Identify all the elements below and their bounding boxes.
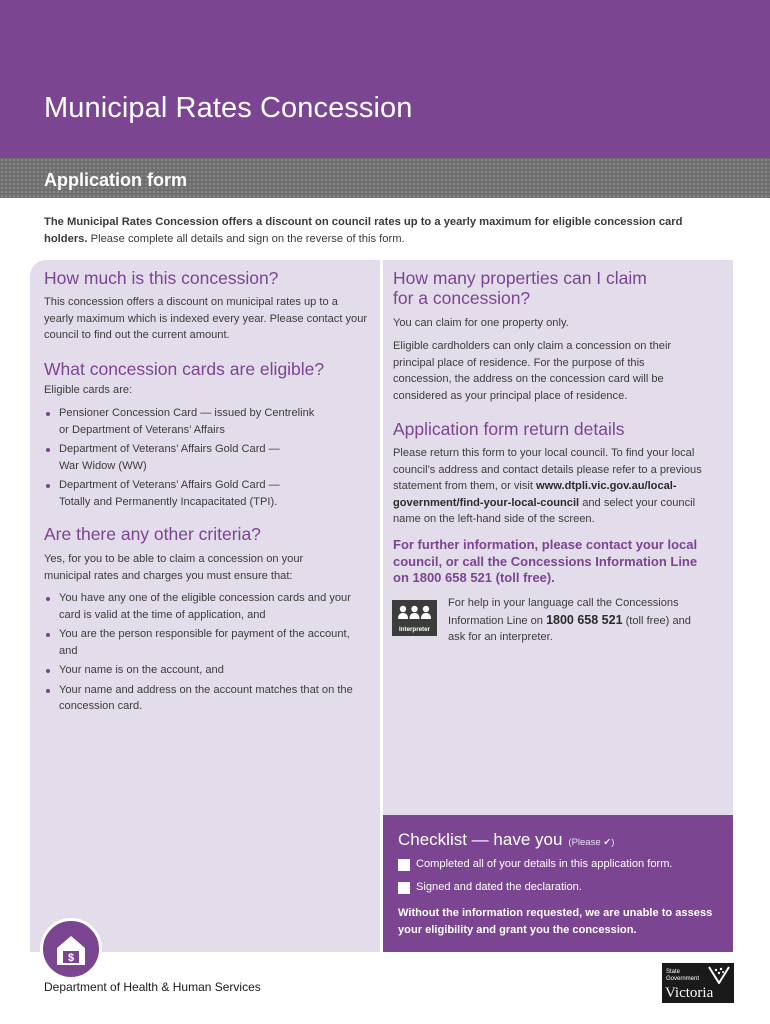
list-item: Your name is on the account, and [44, 662, 354, 679]
intro-bold: The Municipal Rates Concession offers a discount on council rates up to a yearly maximum for eligible concession card holders. [44, 216, 683, 245]
victoria-government-logo [662, 963, 734, 1003]
heading-properties: How many properties can I claim for a concession? [393, 268, 647, 308]
heading-how-much: How much is this concession? [44, 268, 279, 288]
heading-return-details: Application form return details [393, 419, 625, 439]
heading-eligible-cards: What concession cards are eligible? [44, 359, 325, 379]
criteria-lead: Yes, for you to be able to claim a concession on your municipal rates and charges you must ensure that: [44, 553, 304, 582]
document-title: Municipal Rates Concession [44, 92, 413, 124]
list-item: Your name and address on the account matches that on the concession card. [44, 682, 354, 715]
list-item: Department of Veterans’ Affairs Gold Card — Totally and Permanently Incapacitated (TPI). [44, 477, 370, 510]
department-name: Department of Health & Human Services [44, 980, 261, 994]
how-much-body: This concession offers a discount on municipal rates up to a yearly maximum which is indexed every year. Please contact your council to find out the current amount. [44, 296, 368, 341]
list-item: Pensioner Concession Card — issued by Centrelink or Department of Veterans’ Affairs [44, 405, 370, 438]
intro-rest: Please complete all details and sign on the reverse of this form. [87, 233, 405, 245]
interpreter-icon [392, 600, 437, 636]
eligible-cards-lead: Eligible cards are: [44, 384, 133, 396]
properties-p2: Eligible cardholders can only claim a concession on their principal place of residence. For the purpose of this concession, the address on the concession card will be considered as your principal place of residence. [393, 340, 672, 402]
intro-paragraph [44, 214, 704, 248]
department-logo [40, 918, 102, 980]
interpreter-text: For help in your language call the Concessions Information Line on 1800 658 521 (toll free) and ask for an interpreter. [448, 597, 691, 643]
properties-p1: You can claim for one property only. [393, 317, 569, 329]
southern-cross-icon [708, 966, 730, 984]
contact-info: For further information, please contact your local council, or call the Concessions Information Line on 1800 658 521 (toll free). [393, 537, 698, 585]
eligible-cards-list [44, 405, 370, 510]
header-band [0, 0, 770, 158]
interpreter-phone: 1800 658 521 [546, 612, 623, 627]
vic-logo-name: Victoria [665, 985, 714, 1001]
checklist-please-note: (Please ✔) [568, 837, 615, 848]
document-subtitle: Application form [44, 170, 187, 190]
checklist-checkbox-declaration[interactable] [398, 882, 410, 894]
find-council-link[interactable]: www.dtpli.vic.gov.au/local-government/find-your-local-council [393, 480, 677, 509]
people-icon [397, 604, 432, 620]
checklist-checkbox-details[interactable] [398, 859, 410, 871]
list-item: Department of Veterans’ Affairs Gold Card — War Widow (WW) [44, 441, 370, 474]
interpreter-label: Interpreter [399, 626, 430, 633]
vic-logo-state: State Government [666, 969, 700, 982]
house-dollar-icon [43, 921, 99, 977]
heading-other-criteria: Are there any other criteria? [44, 524, 261, 544]
checklist-item-declaration: Signed and dated the declaration. [416, 881, 582, 893]
criteria-list [44, 590, 354, 715]
list-item: You are the person responsible for payment of the account, and [44, 626, 354, 659]
checklist-title: Checklist — have you (Please ✔) [398, 830, 615, 849]
logo-symbol: $ [67, 952, 75, 964]
return-details-body: Please return this form to your local council. To find your local council’s address and contact details please refer to a previous statement from them, or visit www.dtpli.vic.gov.au/local-government/find-your-local-council and select your council name on the left-hand side of the screen. [393, 447, 702, 525]
checklist-warning: Without the information requested, we are unable to assess your eligibility and grant you the concession. [398, 907, 713, 936]
checklist-item-details: Completed all of your details in this application form. [416, 858, 673, 870]
list-item: You have any one of the eligible concession cards and your card is valid at the time of application, and [44, 590, 354, 623]
